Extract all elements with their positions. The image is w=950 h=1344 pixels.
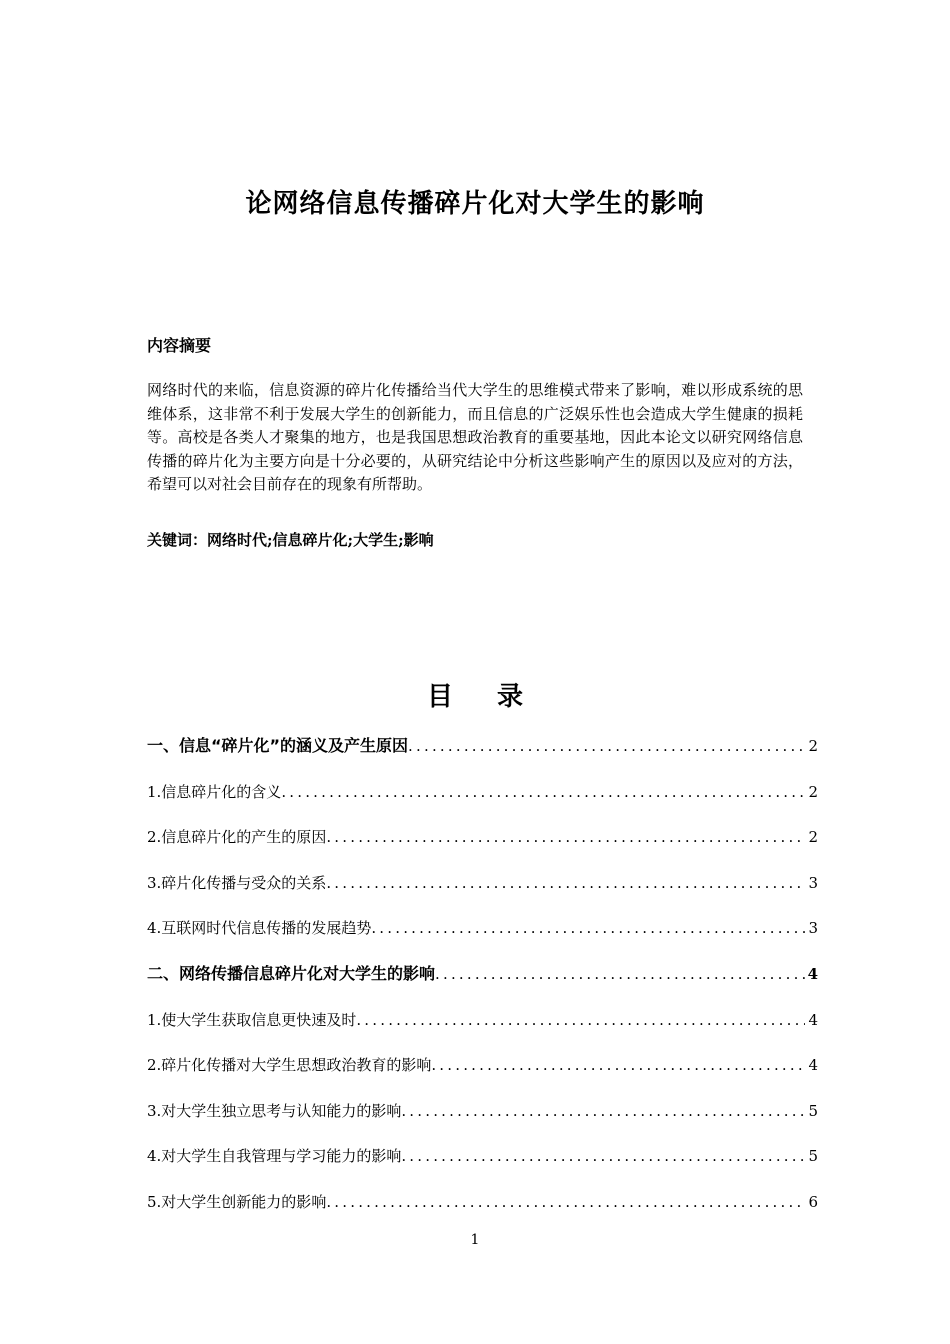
- toc-entry-page: 4: [807, 964, 818, 983]
- toc-entry-section-2[interactable]: [147, 961, 818, 1007]
- toc-entry-text: 二、网络传播信息碎片化对大学生的影响: [147, 963, 436, 983]
- toc-entry-page: 3: [808, 919, 818, 938]
- toc-entry-text: 一、信息“碎片化”的涵义及产生原因: [147, 736, 409, 755]
- toc-entry-section-1[interactable]: [147, 733, 818, 779]
- toc-entry-2-2[interactable]: [147, 1052, 818, 1098]
- toc-entry-1-3[interactable]: [147, 870, 818, 916]
- toc-entry-text: 1.信息碎片化的含义: [147, 782, 282, 801]
- toc-entry-page: 3: [808, 873, 818, 892]
- toc-heading: [0, 676, 950, 713]
- abstract-body: 网络时代的来临，信息资源的碎片化传播给当代大学生的思维模式带来了影响，难以形成系统的思维体系，这非常不利于发展大学生的创新能力，而且信息的广泛娱乐性也会造成大学生健康的损耗等。高校是各类人才聚集的地方，也是我国思想政治教育的重要基地，因此本论文以研究网络信息传播的碎片化为主要方向是十分必要的，从研究结论中分析这些影响产生的原因以及应对的方法，希望可以对社会目前存在的现象有所帮助。: [147, 381, 803, 493]
- keywords-line: 关键词：网络时代;信息碎片化;大学生;影响: [147, 531, 434, 549]
- toc-dot-leader: [401, 1143, 805, 1169]
- toc-entry-text: 1.使大学生获取信息更快速及时: [147, 1010, 357, 1029]
- toc-dot-leader: [431, 1052, 805, 1078]
- toc-heading-part1: 目: [426, 682, 453, 712]
- toc-dot-leader: [326, 1189, 805, 1215]
- toc-dot-leader: [356, 1007, 805, 1033]
- toc-entry-1-4[interactable]: [147, 915, 818, 961]
- toc-dot-leader: [326, 870, 805, 896]
- table-of-contents: [147, 733, 818, 1235]
- toc-entry-page: 2: [808, 828, 818, 847]
- toc-entry-text: 4.对大学生自我管理与学习能力的影响: [147, 1147, 402, 1166]
- toc-entry-2-4[interactable]: [147, 1143, 818, 1189]
- toc-dot-leader: [435, 961, 805, 987]
- abstract-heading: 内容摘要: [147, 336, 212, 355]
- toc-entry-text: 5.对大学生创新能力的影响: [147, 1192, 327, 1211]
- toc-entry-page: 2: [808, 737, 818, 755]
- toc-entry-page: 5: [808, 1101, 818, 1120]
- toc-entry-1-2[interactable]: [147, 824, 818, 870]
- toc-entry-page: 2: [808, 782, 818, 801]
- toc-entry-text: 4.互联网时代信息传播的发展趋势: [147, 919, 372, 938]
- toc-entry-text: 2.信息碎片化的产生的原因: [147, 828, 327, 847]
- toc-entry-page: 4: [808, 1010, 818, 1029]
- toc-dot-leader: [408, 733, 805, 759]
- page-number: 1: [470, 1232, 480, 1248]
- toc-entry-page: 4: [808, 1056, 818, 1075]
- toc-dot-leader: [371, 915, 805, 941]
- toc-entry-page: 6: [808, 1192, 818, 1211]
- toc-entry-2-5[interactable]: [147, 1189, 818, 1235]
- document-title: 论网络信息传播碎片化对大学生的影响: [245, 189, 705, 219]
- toc-entry-page: 5: [808, 1147, 818, 1166]
- toc-dot-leader: [401, 1098, 805, 1124]
- toc-entry-text: 3.碎片化传播与受众的关系: [147, 873, 327, 892]
- toc-entry-1-1[interactable]: [147, 779, 818, 825]
- toc-entry-2-1[interactable]: [147, 1007, 818, 1053]
- toc-entry-text: 2.碎片化传播对大学生思想政治教育的影响: [147, 1056, 432, 1075]
- toc-entry-text: 3.对大学生独立思考与认知能力的影响: [147, 1101, 402, 1120]
- toc-entry-2-3[interactable]: [147, 1098, 818, 1144]
- toc-heading-part2: 录: [497, 682, 524, 712]
- toc-dot-leader: [326, 824, 805, 850]
- toc-dot-leader: [281, 779, 805, 805]
